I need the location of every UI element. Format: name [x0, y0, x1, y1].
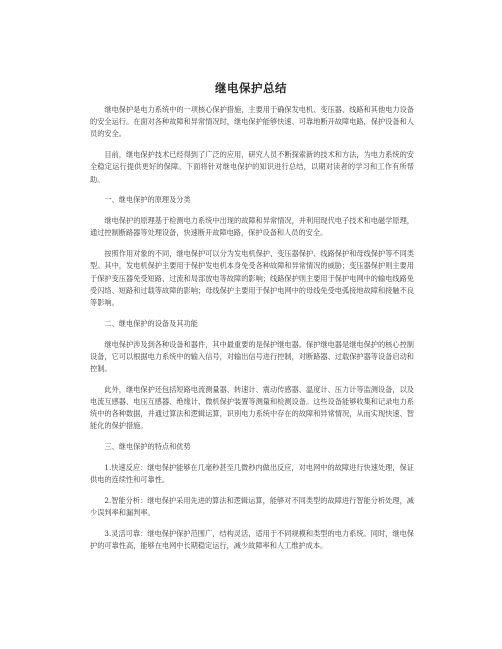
- paragraph-intro-1: 继电保护是电力系统中的一项核心保护措施，主要用于确保发电机、变压器、线路和其他电力设备的安全运行。在面对各种故障和异常情况时，继电保护能够快速、可靠地断开故障电路，保护设备和人员的安全。: [90, 105, 414, 139]
- paragraph-monitoring: 此外，继电保护还包括短路电流测量器、转速计、震动传感器、温度计、压力计等监测设备，以及电流互感器、电压互感器、绝缘计、微机保护装置等测量和检测设备。这些设备能够收集和记录电力系统中的各种数据，并通过算法和逻辑运算，识别电力系统中存在的故障和异常情况，从而实现快速、智能化的保护措施。: [90, 384, 414, 431]
- list-item-smart-analysis: 2.智能分析：继电保护采用先进的算法和逻辑运算，能够对不同类型的故障进行智能分析处理，减少误判率和漏判率。: [90, 496, 414, 518]
- section-heading-2: 二、继电保护的设备及其功能: [104, 318, 198, 328]
- paragraph-devices: 继电保护涉及到各种设备和器件，其中最重要的是保护继电器。保护继电器是继电保护的核心控制设备，它可以根据电力系统中的输入信号，对输出信号进行控制，对断路器、过载保护器等设备启动和控制。: [90, 339, 414, 374]
- paragraph-intro-2: 目前，继电保护技术已经得到了广泛的应用，研究人员不断探索新的技术和方法，为电力系统的安全稳定运行提供更好的保障。下面将针对继电保护的知识进行总结，以期对读者的学习和工作有所帮助。: [90, 150, 414, 184]
- list-item-flexible-reliable: 3.灵活可靠：继电保护保护范围广，结构灵活，适用于不同规模和类型的电力系统。同时，继电保护的可靠性高，能够在电网中长期稳定运行，减少故障率和人工维护成本。: [90, 529, 414, 551]
- document-body: [90, 104, 414, 561]
- section-heading-3: 三、继电保护的特点和优势: [104, 442, 191, 452]
- paragraph-classification: 按照作用对象的不同，继电保护可以分为发电机保护、变压器保护、线路保护和母线保护等不同类型。其中，发电机保护主要用于保护发电机本身免受各种故障和异常情况的威胁；变压器保护则主要用于保护变压器免受短路、过流和局部放电等故障的影响；线路保护则主要用于保护电网中的输电线路免受闪络、短路和过载等故障的影响；母线保护主要用于保护电网中的母线免受电弧接地故障和接触不良等影响。: [90, 249, 414, 308]
- list-item-fast-response: 1.快速反应：继电保护能够在几毫秒甚至几微秒内做出反应，对电网中的故障进行快速处理，保证供电的连续性和可靠性。: [90, 463, 414, 485]
- page-title: 继电保护总结: [215, 81, 287, 95]
- section-heading-1: 一、继电保护的原理及分类: [104, 195, 191, 205]
- paragraph-principle: 继电保护的原理基于检测电力系统中出现的故障和异常情况，并利用现代电子技术和电磁学原理，通过控制断路器等处理设备，快速断开故障电路，保护设备和人员的安全。: [90, 216, 414, 238]
